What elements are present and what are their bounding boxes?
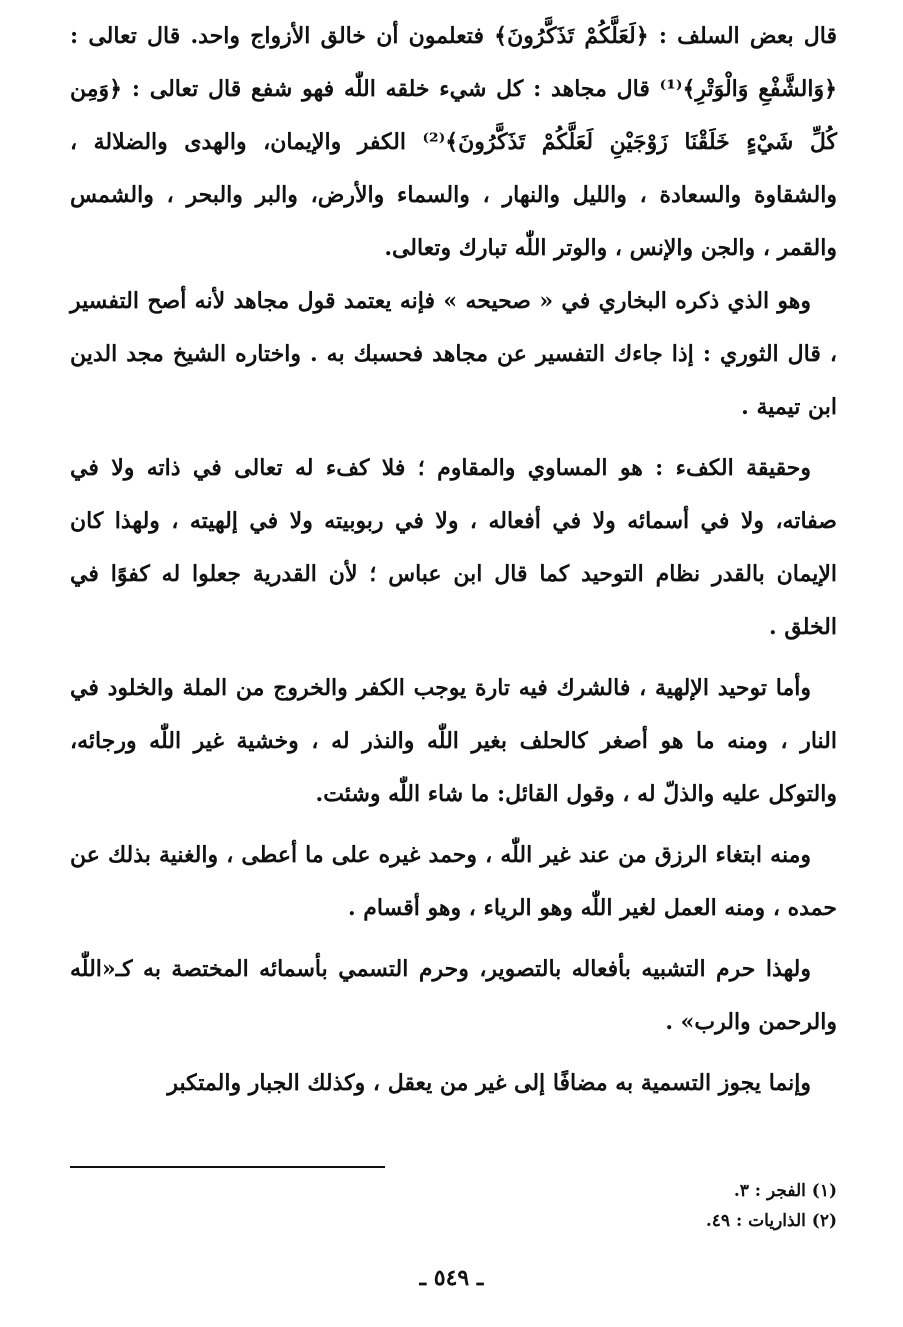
paragraph: وأما توحيد الإلهية ، فالشرك فيه تارة يوجب الكفر والخروج من الملة والخلود في النار ، ومنه ما هو أصغر كالحلف بغير اللّٰه والنذر له ، وخشية غير اللّٰه ورجائه، والتوكل عليه والذلّ له ، وقول القائل: ما شاء اللّٰه وشئت. <box>70 675 837 807</box>
footnote: (٢) الذاريات : ٤٩. <box>705 1211 837 1231</box>
footnotes <box>70 1176 837 1236</box>
paragraph: ومنه ابتغاء الرزق من عند غير اللّٰه ، وحمد غيره على ما أعطى ، والغنية بذلك عن حمده ، ومنه العمل لغير اللّٰه وهو الرياء ، وهو أقسام . <box>70 842 837 921</box>
paragraph: وهو الذي ذكره البخاري في « صحيحه » فإنه يعتمد قول مجاهد لأنه أصح التفسير ، قال الثوري : إذا جاءك التفسير عن مجاهد فحسبك به . واختاره الشيخ مجد الدين ابن تيمية . <box>70 288 837 420</box>
paragraph: قال بعض السلف : ﴿لَعَلَّكُمْ تَذَكَّرُونَ﴾ فتعلمون أن خالق الأزواج واحد. قال تعالى : ﴿وَالشَّفْعِ وَالْوَتْرِ﴾⁽¹⁾ قال مجاهد : كل شيء خلقه اللّٰه فهو شفع قال تعالى : ﴿وَمِن كُلِّ شَيْءٍ خَلَقْنَا زَوْجَيْنِ لَعَلَّكُمْ تَذَكَّرُونَ﴾⁽²⁾ الكفر والإيمان، والهدى والضلالة ، والشقاوة والسعادة ، والليل والنهار ، والسماء والأرض، والبر والبحر ، والشمس والقمر ، والجن والإنس ، والوتر اللّٰه تبارك وتعالى. <box>70 23 837 261</box>
paragraph: وحقيقة الكفء : هو المساوي والمقاوم ؛ فلا كفء له تعالى في ذاته ولا في صفاته، ولا في أسمائه ولا في أفعاله ، ولا في ربوبيته ولا في إلهيته ، ولهذا كان الإيمان بالقدر نظام التوحيد كما قال ابن عباس ؛ لأن القدرية جعلوا له كفوًا في الخلق . <box>70 455 837 640</box>
page-number: ـ ٥٤٩ ـ <box>419 1265 484 1291</box>
main-text <box>70 10 837 1110</box>
paragraph: ولهذا حرم التشبيه بأفعاله بالتصوير، وحرم التسمي بأسمائه المختصة به كـ«اللّٰه والرحمن والرب» . <box>70 956 837 1035</box>
footnote: (١) الفجر : ٣. <box>733 1181 837 1201</box>
paragraph: وإنما يجوز التسمية به مضافًا إلى غير من يعقل ، وكذلك الجبار والمتكبر <box>167 1070 811 1096</box>
footnote-divider <box>70 1166 385 1168</box>
